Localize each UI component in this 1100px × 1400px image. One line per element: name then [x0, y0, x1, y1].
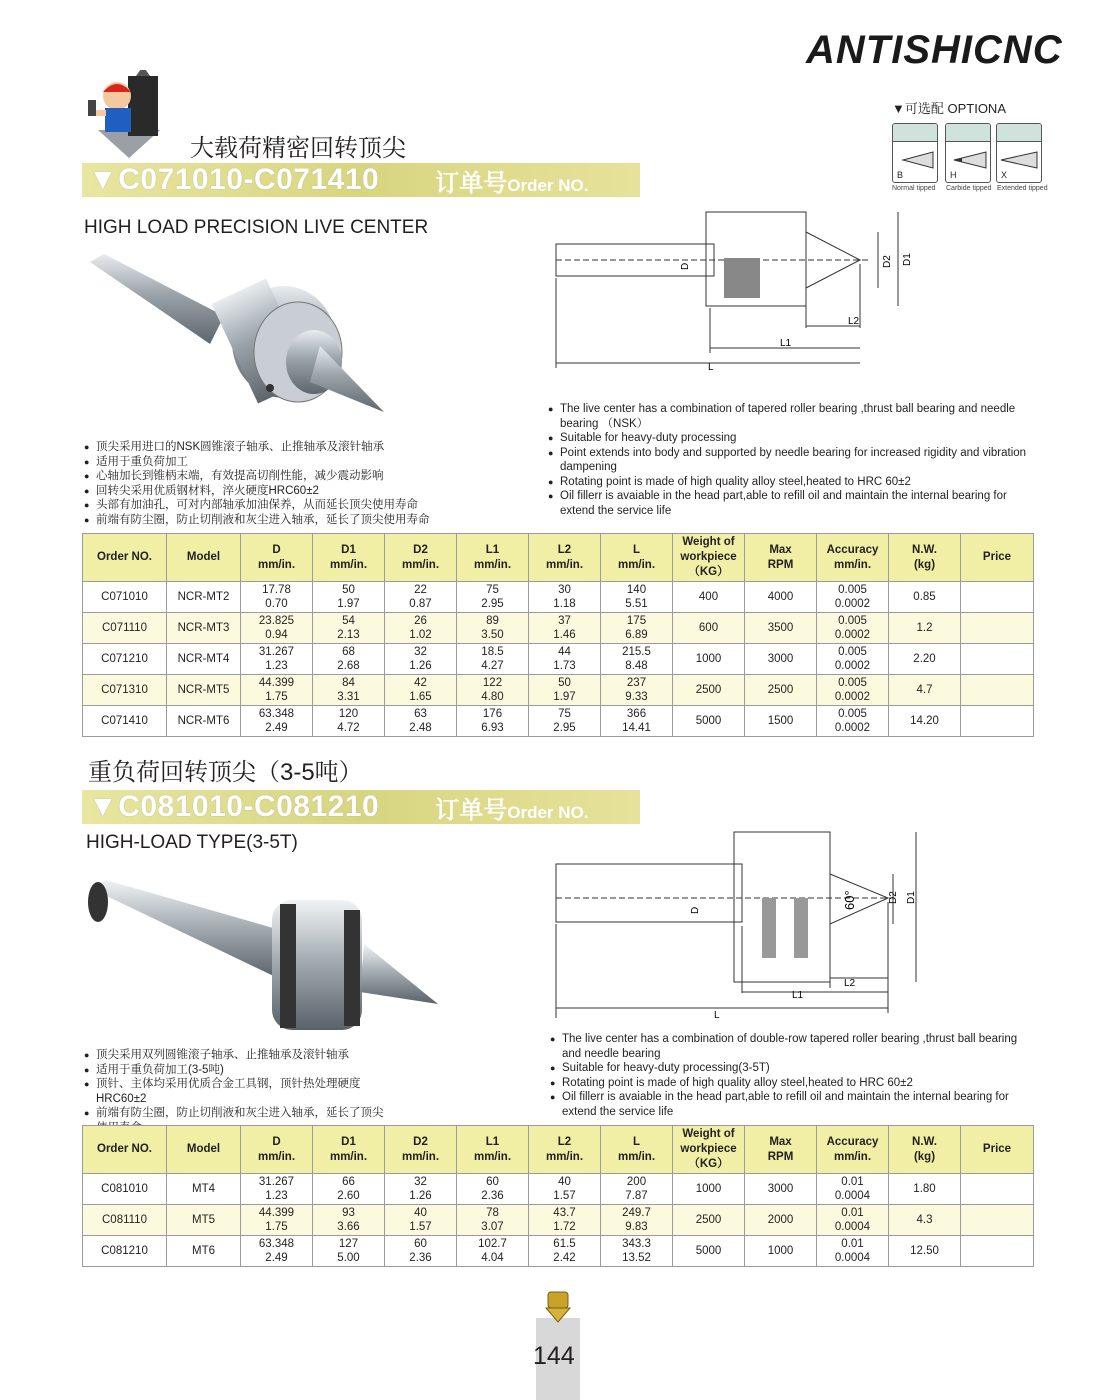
table-cell: 30 1.18 — [529, 582, 601, 613]
normal-tip-box — [892, 123, 938, 183]
tip-caption: Carbide tipped — [946, 185, 992, 192]
section1-features-zh — [84, 440, 504, 527]
th-l: L mm/in. — [601, 534, 673, 582]
th-l: L mm/in. — [601, 1126, 673, 1174]
section2-technical-drawing — [548, 828, 928, 1025]
table-cell: 60 2.36 — [385, 1236, 457, 1267]
table-row — [83, 1236, 1034, 1267]
table-cell: MT4 — [167, 1174, 241, 1205]
page-number: 144 — [533, 1342, 575, 1370]
section2-order-code: ▼C081010-C081210 — [88, 790, 380, 823]
table-cell: 120 4.72 — [313, 706, 385, 737]
table-cell: 37 1.46 — [529, 613, 601, 644]
th-accuracy: Accuracy mm/in. — [817, 1126, 889, 1174]
table-cell: 0.005 0.0002 — [817, 675, 889, 706]
feature-item: ● Oil fillerr is avaiable in the head part,able to refill oil and maintain the internal bearing for extend the service life — [548, 489, 1028, 518]
table-cell: C071110 — [83, 613, 167, 644]
table-row — [83, 675, 1034, 706]
th-accuracy: Accuracy mm/in. — [817, 534, 889, 582]
dim-d1: D1 — [902, 253, 913, 266]
table-cell — [961, 613, 1034, 644]
feature-item: ● Suitable for heavy-duty processing(3-5T) — [550, 1061, 1028, 1076]
table-cell: 93 3.66 — [313, 1205, 385, 1236]
dim-d: D — [690, 906, 701, 914]
table-cell: 18.5 4.27 — [457, 644, 529, 675]
th-weight: Weight of workpiece （KG） — [673, 1126, 745, 1174]
section2-spec-table — [82, 1125, 1034, 1267]
table-cell: NCR-MT4 — [167, 644, 241, 675]
table-cell: 44.399 1.75 — [241, 675, 313, 706]
table-cell: 176 6.93 — [457, 706, 529, 737]
feature-item: ● 前端有防尘圈，防止切削液和灰尘进入轴承，延长了顶尖 — [84, 1106, 384, 1135]
feature-item: ● 头部有加油孔，可对内部轴承加油保养，从而延长顶尖使用寿命 — [84, 498, 504, 513]
dim-l2: L2 — [848, 316, 860, 327]
table-cell: 5000 — [673, 706, 745, 737]
th-order: Order NO. — [83, 1126, 167, 1174]
table-cell: 1.2 — [889, 613, 961, 644]
feature-item: ● 顶尖采用进口的NSK圆锥滚子轴承、止推轴承及滚针轴承 — [84, 440, 504, 455]
table-cell: 215.5 8.48 — [601, 644, 673, 675]
table-cell: 22 0.87 — [385, 582, 457, 613]
feature-item: ● 顶尖采用双列圆锥滚子轴承、止推轴承及滚针轴承 — [84, 1048, 384, 1063]
table-cell: 1500 — [745, 706, 817, 737]
table-cell: 63.348 2.49 — [241, 706, 313, 737]
table-cell — [961, 706, 1034, 737]
th-price: Price — [961, 1126, 1034, 1174]
table-cell: 122 4.80 — [457, 675, 529, 706]
th-model: Model — [167, 1126, 241, 1174]
table-cell — [961, 582, 1034, 613]
table-cell: 32 1.26 — [385, 1174, 457, 1205]
dim-l1: L1 — [792, 990, 804, 1001]
table-cell: 0.01 0.0004 — [817, 1174, 889, 1205]
table-cell — [961, 1174, 1034, 1205]
section1-title-en: HIGH LOAD PRECISION LIVE CENTER — [84, 217, 429, 238]
table-cell: 0.01 0.0004 — [817, 1205, 889, 1236]
dim-d: D — [680, 262, 691, 270]
table-cell: 31.267 1.23 — [241, 644, 313, 675]
table-cell: 0.005 0.0002 — [817, 706, 889, 737]
th-nw: N.W. (kg) — [889, 534, 961, 582]
section2-title-zh: 重负荷回转顶尖（3-5吨） — [88, 759, 363, 786]
table-cell: 0.85 — [889, 582, 961, 613]
table-cell — [961, 1205, 1034, 1236]
th-rpm: Max RPM — [745, 534, 817, 582]
dim-d1: D1 — [906, 891, 917, 904]
table-cell: 1000 — [673, 644, 745, 675]
section2-features-en — [550, 1032, 1028, 1119]
table-row — [83, 1174, 1034, 1205]
table-cell: 44 1.73 — [529, 644, 601, 675]
table-cell: 78 3.07 — [457, 1205, 529, 1236]
feature-item: ● 前端有防尘圈，防止切削液和灰尘进入轴承，延长了顶尖使用寿命 — [84, 513, 504, 528]
gold-chuck-icon — [542, 1290, 574, 1329]
tip-letter: B — [897, 170, 904, 180]
feature-item: ● Suitable for heavy-duty processing — [548, 431, 1028, 446]
table-cell: 40 1.57 — [385, 1205, 457, 1236]
table-cell: 127 5.00 — [313, 1236, 385, 1267]
table-cell — [961, 644, 1034, 675]
feature-item: ● 回转尖采用优质钢材料，淬火硬度HRC60±2 — [84, 484, 504, 499]
table-cell: 4.7 — [889, 675, 961, 706]
th-model: Model — [167, 534, 241, 582]
table-cell: 23.825 0.94 — [241, 613, 313, 644]
table-cell: 75 2.95 — [457, 582, 529, 613]
section2-features-zh — [84, 1048, 384, 1135]
tip-letter: X — [1001, 170, 1008, 180]
dim-l1: L1 — [780, 338, 792, 349]
table-cell: 1000 — [745, 1236, 817, 1267]
table-cell: 1000 — [673, 1174, 745, 1205]
table-cell: 66 2.60 — [313, 1174, 385, 1205]
table-cell: 600 — [673, 613, 745, 644]
section2-order-bar — [82, 790, 640, 824]
table-cell: NCR-MT6 — [167, 706, 241, 737]
table-cell: 31.267 1.23 — [241, 1174, 313, 1205]
dim-d2: D2 — [882, 255, 893, 268]
table-cell: 0.005 0.0002 — [817, 582, 889, 613]
carbide-tip-box — [945, 123, 991, 183]
table-cell: 44.399 1.75 — [241, 1205, 313, 1236]
section2-product-photo — [84, 880, 444, 1040]
feature-item: ● 顶针、主体均采用优质合金工具钢，顶针热处理硬度HRC60±2 — [84, 1077, 384, 1106]
table-row — [83, 1205, 1034, 1236]
table-cell: 50 1.97 — [313, 582, 385, 613]
table-cell: 2000 — [745, 1205, 817, 1236]
table-cell: 2500 — [745, 675, 817, 706]
section2-order-label: 订单号Order NO. — [435, 796, 589, 824]
dim-l: L — [714, 1010, 720, 1020]
feature-item: ● The live center has a combination of tapered roller bearing ,thrust ball bearing and needle bearing （NSK） — [548, 402, 1028, 431]
dim-d2: D2 — [888, 891, 899, 904]
dim-angle: 60° — [842, 890, 857, 910]
feature-item: ● Rotating point is made of high quality alloy steel,heated to HRC 60±2 — [550, 1076, 1028, 1091]
table-row — [83, 644, 1034, 675]
table-cell: 237 9.33 — [601, 675, 673, 706]
feature-item: ● 适用于重负荷加工 — [84, 455, 504, 470]
section1-technical-drawing — [548, 208, 928, 383]
table-cell: 17.78 0.70 — [241, 582, 313, 613]
feature-item: ● 适用于重负荷加工(3-5吨) — [84, 1063, 384, 1078]
table-cell: 32 1.26 — [385, 644, 457, 675]
table-cell: 2.20 — [889, 644, 961, 675]
table-cell: 200 7.87 — [601, 1174, 673, 1205]
table-cell: 4.3 — [889, 1205, 961, 1236]
table-cell: 343.3 13.52 — [601, 1236, 673, 1267]
table-cell: NCR-MT2 — [167, 582, 241, 613]
table-cell: C071310 — [83, 675, 167, 706]
table-cell: 61.5 2.42 — [529, 1236, 601, 1267]
table-cell: C071410 — [83, 706, 167, 737]
table-cell: 2500 — [673, 1205, 745, 1236]
table-cell: 89 3.50 — [457, 613, 529, 644]
th-rpm: Max RPM — [745, 1126, 817, 1174]
table-cell: NCR-MT3 — [167, 613, 241, 644]
table-cell: 50 1.97 — [529, 675, 601, 706]
table-cell: 54 2.13 — [313, 613, 385, 644]
table-cell — [961, 1236, 1034, 1267]
dim-l: L — [708, 362, 714, 373]
table-cell: 43.7 1.72 — [529, 1205, 601, 1236]
table-cell: 60 2.36 — [457, 1174, 529, 1205]
th-d: D mm/in. — [241, 534, 313, 582]
table-cell: 3500 — [745, 613, 817, 644]
table-cell: 2500 — [673, 675, 745, 706]
section1-title-zh: 大载荷精密回转顶尖 — [190, 135, 406, 162]
tip-letter: H — [950, 170, 957, 180]
th-price: Price — [961, 534, 1034, 582]
table-cell: MT6 — [167, 1236, 241, 1267]
tip-caption: Extended tipped — [997, 185, 1048, 192]
table-cell: 4000 — [745, 582, 817, 613]
table-cell — [961, 675, 1034, 706]
table-cell: 1.80 — [889, 1174, 961, 1205]
table-cell: C081210 — [83, 1236, 167, 1267]
table-cell: 68 2.68 — [313, 644, 385, 675]
th-l1: L1 mm/in. — [457, 534, 529, 582]
section1-spec-table — [82, 533, 1034, 737]
th-d: D mm/in. — [241, 1126, 313, 1174]
section1-order-code: ▼C071010-C071410 — [88, 163, 380, 196]
th-l2: L2 mm/in. — [529, 1126, 601, 1174]
optional-label: ▼可选配 OPTIONA — [892, 101, 1006, 116]
table-cell: 63.348 2.49 — [241, 1236, 313, 1267]
section1-order-bar — [82, 163, 640, 197]
section1-product-photo — [84, 252, 394, 432]
table-cell: 400 — [673, 582, 745, 613]
brand-logo: ANTISHICNC — [806, 28, 1063, 72]
table-cell: 26 1.02 — [385, 613, 457, 644]
section1-features-en — [548, 402, 1028, 518]
feature-item: ● Oil fillerr is avaiable in the head part,able to refill oil and maintain the internal bearing for extend the service life — [550, 1090, 1028, 1119]
dim-l2: L2 — [844, 978, 856, 989]
table-cell: 249.7 9.83 — [601, 1205, 673, 1236]
table-cell: C071010 — [83, 582, 167, 613]
table-cell: MT5 — [167, 1205, 241, 1236]
table-cell: 40 1.57 — [529, 1174, 601, 1205]
th-order: Order NO. — [83, 534, 167, 582]
mascot-illustration — [84, 70, 174, 165]
table-cell: NCR-MT5 — [167, 675, 241, 706]
table-cell: 102.7 4.04 — [457, 1236, 529, 1267]
tip-caption: Normal tipped — [892, 185, 936, 192]
th-d2: D2 mm/in. — [385, 534, 457, 582]
table-cell: 75 2.95 — [529, 706, 601, 737]
table-cell: 84 3.31 — [313, 675, 385, 706]
th-d2: D2 mm/in. — [385, 1126, 457, 1174]
table-cell: 14.20 — [889, 706, 961, 737]
table-cell: C081010 — [83, 1174, 167, 1205]
feature-item: ● 心轴加长到锥柄末端，有效提高切削性能，减少震动影响 — [84, 469, 504, 484]
table-cell: 3000 — [745, 644, 817, 675]
extended-tip-box — [996, 123, 1042, 183]
table-cell: C081110 — [83, 1205, 167, 1236]
table-cell: 140 5.51 — [601, 582, 673, 613]
table-cell: 3000 — [745, 1174, 817, 1205]
table-cell: 0.005 0.0002 — [817, 644, 889, 675]
table-cell: C071210 — [83, 644, 167, 675]
feature-item: ● The live center has a combination of double-row tapered roller bearing ,thrust ball bearing and needle bearing — [550, 1032, 1028, 1061]
table-row — [83, 706, 1034, 737]
th-l1: L1 mm/in. — [457, 1126, 529, 1174]
table-cell: 0.005 0.0002 — [817, 613, 889, 644]
table-cell: 0.01 0.0004 — [817, 1236, 889, 1267]
table-cell: 5000 — [673, 1236, 745, 1267]
th-d1: D1 mm/in. — [313, 1126, 385, 1174]
table-cell: 175 6.89 — [601, 613, 673, 644]
th-l2: L2 mm/in. — [529, 534, 601, 582]
table-cell: 12.50 — [889, 1236, 961, 1267]
feature-item: ● Rotating point is made of high quality alloy steel,heated to HRC 60±2 — [548, 475, 1028, 490]
table-cell: 366 14.41 — [601, 706, 673, 737]
feature-item: ● Point extends into body and supported by needle bearing for increased rigidity and vibration dampening — [548, 446, 1028, 475]
th-weight: Weight of workpiece （KG） — [673, 534, 745, 582]
section1-order-label: 订单号Order NO. — [435, 169, 589, 197]
section2-title-en: HIGH-LOAD TYPE(3-5T) — [86, 832, 298, 853]
th-nw: N.W. (kg) — [889, 1126, 961, 1174]
table-cell: 63 2.48 — [385, 706, 457, 737]
table-cell: 42 1.65 — [385, 675, 457, 706]
table-row — [83, 582, 1034, 613]
th-d1: D1 mm/in. — [313, 534, 385, 582]
table-row — [83, 613, 1034, 644]
